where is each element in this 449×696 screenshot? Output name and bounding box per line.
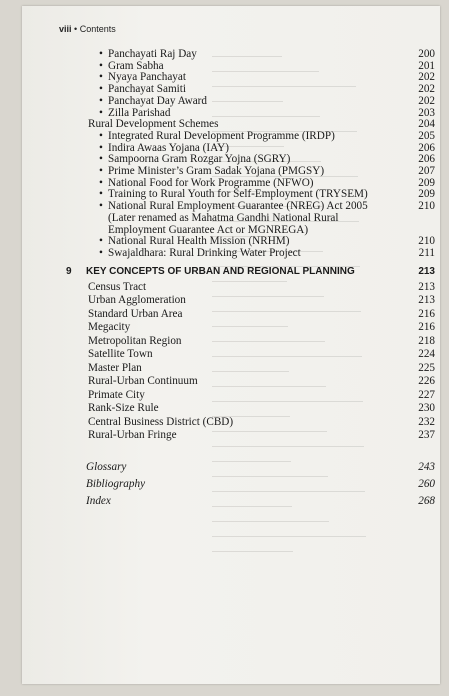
toc-entry: Master Plan [88, 361, 142, 374]
toc-entry-page: 225 [418, 361, 435, 374]
bullet-icon: • [99, 141, 103, 154]
bullet-icon: • [99, 165, 103, 177]
header-page-number: viii [59, 24, 72, 34]
toc-entry-page: 213 [418, 294, 435, 307]
toc-entry: Rank-Size Rule [88, 402, 159, 415]
toc-entry: National Rural Health Mission (NRHM) [108, 235, 290, 248]
toc-entry: Panchayat Samiti [108, 83, 186, 96]
bullet-icon: • [99, 94, 103, 107]
toc-entry: Metropolitan Region [88, 334, 182, 347]
chapter-number: 9 [66, 265, 72, 277]
bullet-icon: • [99, 188, 103, 201]
toc-entry-page: 237 [418, 429, 435, 442]
toc-entry: Nyaya Panchayat [108, 71, 186, 84]
bullet-icon: • [99, 246, 103, 259]
toc-entry-page: 207 [418, 165, 435, 177]
bullet-icon: • [99, 153, 103, 166]
toc-entry: Gram Sabha [108, 59, 164, 72]
toc-entry: National Food for Work Programme (NFWO) [108, 176, 314, 189]
toc-entry-page: 213 [418, 280, 435, 293]
bullet-icon: • [99, 129, 103, 142]
toc-entry: Standard Urban Area [88, 307, 183, 320]
toc-entry: Zilla Parishad [108, 106, 171, 119]
book-page [22, 6, 440, 684]
toc-entry-page: 204 [418, 118, 435, 131]
bullet-icon: • [99, 235, 103, 248]
toc-entry-page: 224 [418, 348, 435, 361]
header-separator: • [74, 24, 78, 34]
toc-entry-page: 205 [418, 129, 435, 142]
chapter-title-page: 213 [418, 265, 435, 277]
toc-entry: Primate City [88, 388, 145, 401]
bullet-icon: • [99, 83, 103, 96]
toc-entry-page: 232 [418, 415, 435, 428]
toc-entry: Urban Agglomeration [88, 294, 186, 307]
back-matter-entry: Glossary [86, 460, 127, 473]
bullet-icon: • [99, 200, 103, 213]
toc-entry-page: 216 [418, 321, 435, 334]
toc-entry-page: 209 [418, 176, 435, 189]
toc-entry: Panchayati Raj Day [108, 48, 197, 60]
chapter-title: KEY CONCEPTS OF URBAN AND REGIONAL PLANNING [86, 265, 355, 277]
toc-entry-page: 230 [418, 402, 435, 415]
toc-entry-page: 227 [418, 388, 435, 401]
toc-entry: Swajaldhara: Rural Drinking Water Project [108, 246, 301, 259]
toc-entry-page: 211 [418, 246, 435, 259]
toc-entry: (Later renamed as Mahatma Gandhi National Rural [108, 211, 339, 224]
bullet-icon: • [99, 106, 103, 119]
toc-entry-page: 216 [418, 307, 435, 320]
toc-entry-page: 200 [418, 48, 435, 60]
toc-entry: Prime Minister’s Gram Sadak Yojana (PMGSY) [108, 165, 325, 177]
back-matter-entry: Index [86, 494, 111, 507]
bullet-icon: • [99, 176, 103, 189]
toc-entry-page: 210 [418, 200, 435, 213]
toc-entry-page: 203 [418, 106, 435, 119]
back-matter-entry-page: 260 [418, 477, 435, 490]
toc-entry-page: 206 [418, 141, 435, 154]
toc-entry-page: 206 [418, 153, 435, 166]
back-matter-entry: Bibliography [86, 477, 146, 490]
toc-entry-page: 226 [418, 375, 435, 388]
toc-entry: Panchayat Day Award [108, 94, 208, 107]
toc-entry: Census Tract [88, 280, 147, 293]
back-matter-entry-page: 268 [418, 494, 435, 507]
header-title: Contents [79, 24, 116, 34]
toc-entry: Sampoorna Gram Rozgar Yojna (SGRY) [108, 153, 291, 166]
toc-entry: Satellite Town [88, 348, 153, 361]
toc-entry: Training to Rural Youth for Self-Employment (TRYSEM) [108, 188, 368, 201]
toc-entry-page: 209 [418, 188, 435, 201]
toc-entry-page: 202 [418, 83, 435, 96]
toc-entry: Rural-Urban Fringe [88, 429, 177, 442]
toc-entry: Central Business District (CBD) [88, 415, 234, 428]
toc-entry-page: 210 [418, 235, 435, 248]
back-matter-entry-page: 243 [418, 460, 435, 473]
bullet-icon: • [99, 59, 103, 72]
running-header [59, 24, 116, 34]
toc-entry: Integrated Rural Development Programme (IRDP) [108, 129, 335, 142]
bullet-icon: • [99, 48, 103, 60]
toc-entry: National Rural Employment Guarantee (NREG) Act 2005 [108, 200, 368, 213]
toc-entry-page: 202 [418, 71, 435, 84]
toc-entry-page: 201 [418, 59, 435, 72]
toc-entry: Indira Awaas Yojana (IAY) [108, 141, 229, 154]
toc-entry: Rural-Urban Continuum [88, 375, 198, 388]
toc-entry: Employment Guarantee Act or MGNREGA) [108, 223, 309, 236]
toc-entry: Rural Development Schemes [88, 118, 219, 131]
toc-entry-page: 218 [418, 334, 435, 347]
toc-entry: Megacity [88, 321, 131, 334]
bullet-icon: • [99, 71, 103, 84]
toc-entry-page: 202 [418, 94, 435, 107]
